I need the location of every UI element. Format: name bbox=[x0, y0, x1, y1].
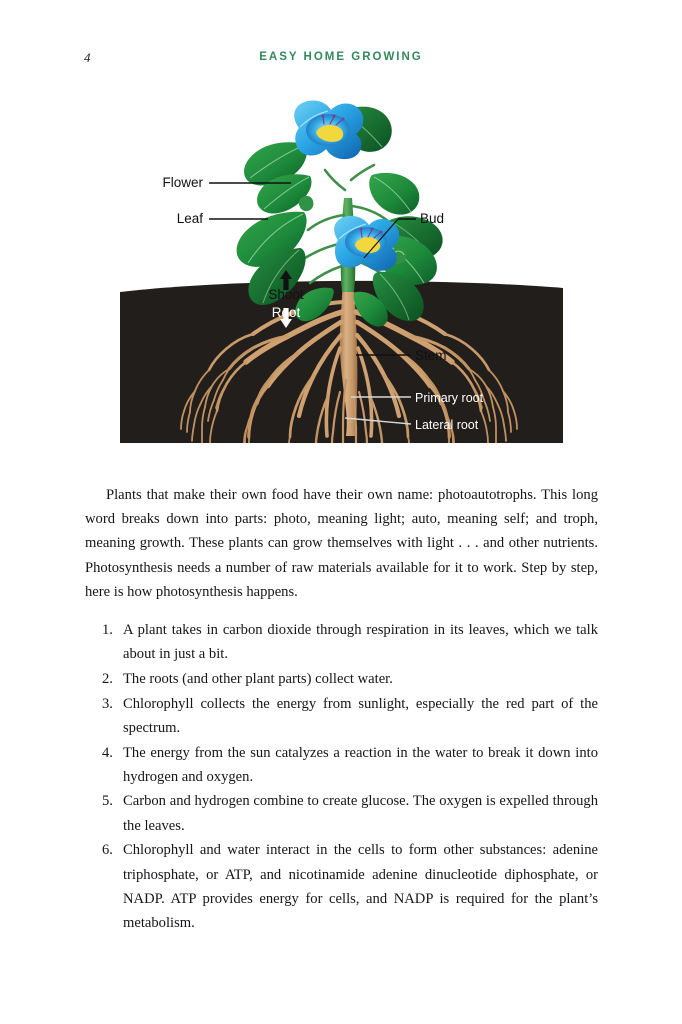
label-primary-root: Primary root bbox=[415, 391, 484, 405]
list-item-number: 2. bbox=[102, 670, 113, 687]
list-item bbox=[85, 838, 598, 935]
label-flower: Flower bbox=[162, 175, 203, 190]
list-item bbox=[85, 692, 598, 740]
list-item-number: 6. bbox=[102, 842, 113, 859]
bud-secondary bbox=[299, 196, 314, 211]
list-item bbox=[85, 789, 598, 837]
list-item-text: A plant takes in carbon dioxide through respiration in its leaves, which we talk about in just a bit. bbox=[123, 622, 598, 663]
list-item-text: The energy from the sun catalyzes a reaction in the water to break it down into hydrogen and oxygen. bbox=[123, 744, 598, 785]
list-item bbox=[85, 741, 598, 789]
running-title: EASY HOME GROWING bbox=[259, 51, 423, 63]
page-number: 4 bbox=[84, 50, 91, 65]
label-bud: Bud bbox=[420, 211, 445, 226]
list-item bbox=[85, 667, 598, 691]
list-item-text: The roots (and other plant parts) collect water. bbox=[123, 670, 393, 687]
label-stem: Stem bbox=[415, 348, 447, 363]
label-leaf: Leaf bbox=[176, 211, 203, 226]
list-item-number: 4. bbox=[102, 744, 113, 761]
label-lateral-root: Lateral root bbox=[415, 418, 479, 432]
list-item-number: 3. bbox=[102, 695, 113, 712]
list-item-text: Carbon and hydrogen combine to create glucose. The oxygen is expelled through the leaves. bbox=[123, 793, 598, 834]
list-item-text: Chlorophyll and water interact in the cells to form other substances: adenine triphosphate, or ATP, and nicotinamide adenine dinucleotide diphosphate, or NADP. ATP provides energy for cells, and NADP is required for the plant’s metabolism. bbox=[123, 842, 598, 931]
flower-lower bbox=[334, 216, 399, 271]
list-item-number: 5. bbox=[102, 793, 113, 810]
list-item bbox=[85, 618, 598, 666]
running-head bbox=[0, 50, 682, 70]
flower-upper bbox=[294, 100, 363, 159]
photosynthesis-steps-list bbox=[85, 618, 598, 936]
label-root: Root bbox=[271, 305, 301, 320]
list-item-text: Chlorophyll collects the energy from sunlight, especially the red part of the spectrum. bbox=[123, 695, 598, 736]
figure-plant-anatomy bbox=[0, 80, 682, 455]
label-shoot: Shoot bbox=[268, 287, 304, 302]
list-item-number: 1. bbox=[102, 622, 113, 638]
body-paragraph: Plants that make their own food have their own name: photoautotrophs. This long word breaks down into parts: photo, meaning light; auto, meaning self; and troph, meaning growth. These plants can grow themselves with light . . . and other nutrients. Photosynthesis needs a number of raw materials available for it to work. Step by step, here is how photosynthesis happens. bbox=[85, 487, 598, 600]
